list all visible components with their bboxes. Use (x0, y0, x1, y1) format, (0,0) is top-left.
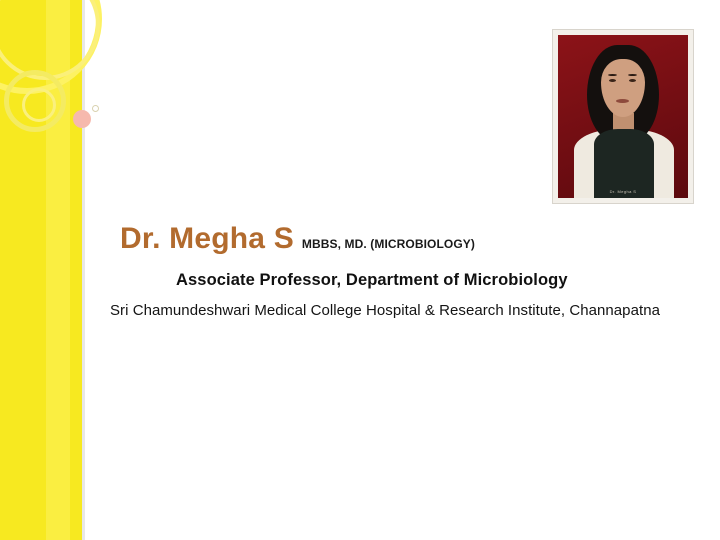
photo-eye-right (629, 79, 636, 82)
photo-eyebrow-left (608, 74, 617, 76)
person-degrees: MBBS, MD. (MICROBIOLOGY) (301, 237, 475, 251)
decorative-circle-medium-icon (0, 0, 100, 80)
portrait-photo-image (558, 35, 688, 198)
portrait-photo (552, 29, 694, 204)
institute-name: Sri Chamundeshwari Medical College Hospital & Research Institute, Channapatna (110, 302, 660, 319)
photo-caption: Dr. Megha S (609, 189, 637, 194)
person-name: Dr. Megha S (120, 222, 294, 255)
band-edge-divider (82, 0, 85, 540)
decorative-dot-outline-icon (92, 105, 99, 112)
decorative-circle-tiny-icon (22, 88, 56, 122)
photo-garment (594, 129, 654, 198)
photo-eyebrow-right (628, 74, 637, 76)
page-title (120, 222, 710, 256)
photo-mouth (616, 99, 629, 103)
decorative-dot-pink-icon (73, 110, 91, 128)
person-designation: Associate Professor, Department of Microbiology (176, 271, 568, 289)
photo-eye-left (609, 79, 616, 82)
